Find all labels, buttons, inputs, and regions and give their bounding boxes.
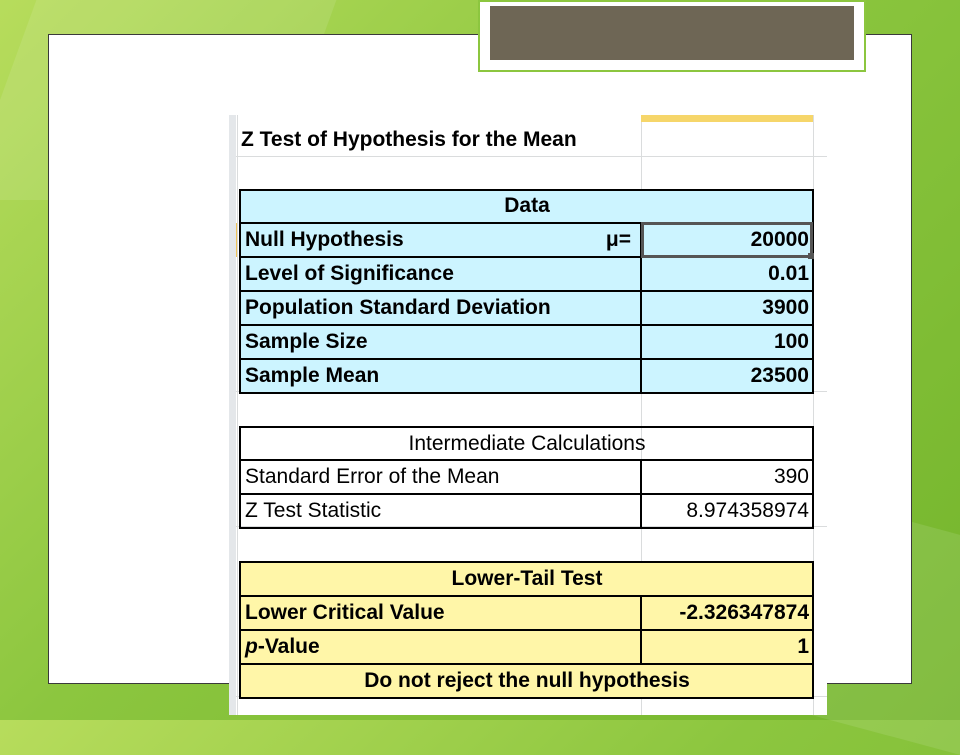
lower-critical-value-label[interactable]: Lower Critical Value bbox=[241, 596, 641, 630]
conclusion[interactable]: Do not reject the null hypothesis bbox=[241, 664, 813, 698]
intermediate-header[interactable]: Intermediate Calculations bbox=[408, 431, 646, 455]
cell-border bbox=[640, 459, 642, 529]
cell-border bbox=[239, 189, 241, 394]
standard-error-label[interactable]: Standard Error of the Mean bbox=[245, 465, 500, 488]
cell-border bbox=[239, 189, 814, 191]
grid-line bbox=[237, 115, 238, 715]
data-header[interactable]: Data bbox=[241, 189, 813, 223]
slide-frame bbox=[48, 34, 912, 692]
fill-handle[interactable] bbox=[808, 253, 814, 259]
cell-border bbox=[239, 561, 241, 699]
sample-mean-value[interactable]: 23500 bbox=[641, 359, 813, 393]
p-value-label[interactable] bbox=[241, 630, 641, 664]
lower-critical-value[interactable]: -2.326347874 bbox=[641, 596, 813, 630]
sheet-title[interactable]: Z Test of Hypothesis for the Mean bbox=[241, 128, 577, 151]
level-of-significance-value[interactable]: 0.01 bbox=[641, 257, 813, 291]
cell-border bbox=[239, 392, 814, 394]
sample-size-value[interactable]: 100 bbox=[641, 325, 813, 359]
p-value[interactable]: 1 bbox=[641, 630, 813, 664]
row-header-edge bbox=[229, 115, 236, 715]
cell-border bbox=[640, 595, 642, 665]
title-placeholder bbox=[478, 0, 866, 72]
cell-border bbox=[239, 324, 814, 326]
lower-tail-header[interactable]: Lower-Tail Test bbox=[241, 562, 813, 596]
cell-border bbox=[239, 459, 814, 461]
cell-border bbox=[812, 561, 814, 699]
column-selection-highlight bbox=[641, 115, 813, 122]
active-cell-selection[interactable] bbox=[641, 222, 813, 258]
null-hypothesis-value[interactable]: 20000 bbox=[641, 223, 813, 257]
sample-mean-label[interactable]: Sample Mean bbox=[241, 359, 641, 393]
cell-border bbox=[812, 426, 814, 529]
level-of-significance-label[interactable]: Level of Significance bbox=[241, 257, 641, 291]
mu-symbol: μ= bbox=[561, 223, 641, 257]
population-std-dev-label[interactable]: Population Standard Deviation bbox=[241, 291, 641, 325]
null-hypothesis-label[interactable]: Null Hypothesis bbox=[241, 223, 561, 257]
z-test-statistic-label[interactable]: Z Test Statistic bbox=[245, 499, 382, 522]
cell-border bbox=[239, 358, 814, 360]
cell-border bbox=[239, 527, 814, 529]
standard-error-value[interactable]: 390 bbox=[773, 465, 809, 488]
z-test-statistic-value[interactable]: 8.974358974 bbox=[686, 499, 809, 522]
cell-border bbox=[239, 663, 814, 665]
p-value-label-italic: p bbox=[245, 635, 258, 658]
p-value-label-rest: -Value bbox=[257, 635, 320, 658]
cell-border bbox=[239, 426, 814, 428]
cell-border bbox=[239, 493, 814, 495]
cell-border bbox=[239, 290, 814, 292]
cell-border bbox=[239, 426, 241, 529]
cell-border bbox=[812, 189, 814, 394]
cell-border bbox=[239, 697, 814, 699]
spreadsheet-screenshot bbox=[229, 115, 827, 715]
title-placeholder-fill bbox=[490, 6, 854, 60]
cell-border bbox=[239, 629, 814, 631]
cell-border bbox=[239, 595, 814, 597]
sample-size-label[interactable]: Sample Size bbox=[241, 325, 641, 359]
cell-border bbox=[239, 561, 814, 563]
population-std-dev-value[interactable]: 3900 bbox=[641, 291, 813, 325]
